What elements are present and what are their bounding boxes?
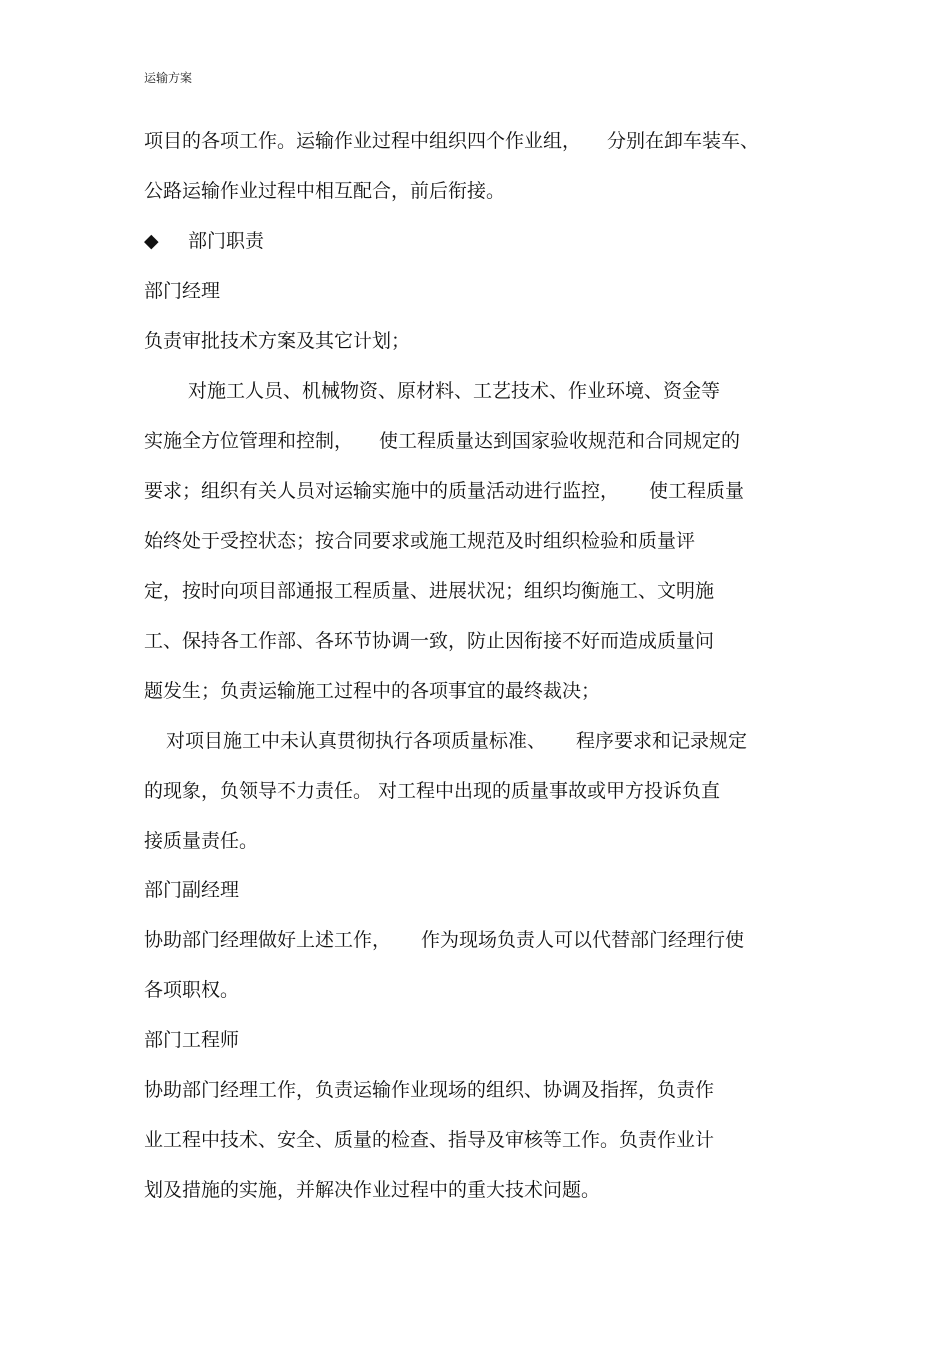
text-segment: 使工程质量 [649, 480, 745, 502]
body-line [144, 128, 759, 154]
section-title: 部门职责 [188, 230, 265, 252]
body-line: 各项职权。 [144, 979, 240, 1001]
body-line: 题发生；负责运输施工过程中的各项事宜的最终裁决； [144, 680, 601, 702]
body-line: 定，按时向项目部通报工程质量、进展状况；组织均衡施工、文明施 [144, 580, 715, 602]
text-segment: 要求；组织有关人员对运输实施中的质量活动进行监控， [144, 480, 620, 502]
body-line: 对施工人员、机械物资、原材料、工艺技术、作业环境、资金等 [188, 380, 721, 402]
diamond-bullet-icon: ◆ [144, 230, 159, 252]
role-title: 部门经理 [144, 280, 221, 302]
section-heading [144, 228, 264, 254]
body-line: 负责审批技术方案及其它计划； [144, 330, 411, 352]
body-line: 工、保持各工作部、各环节协调一致，防止因衔接不好而造成质量问 [144, 630, 715, 652]
body-line: 协助部门经理工作，负责运输作业现场的组织、协调及指挥，负责作 [144, 1079, 715, 1101]
body-line [144, 927, 744, 953]
body-line: 的现象，负领导不力责任。 对工程中出现的质量事故或甲方投诉负直 [144, 780, 721, 802]
body-line: 接质量责任。 [144, 830, 259, 852]
text-segment: 实施全方位管理和控制， [144, 430, 354, 452]
text-segment: 分别在卸车装车、 [607, 130, 760, 152]
text-segment: 使工程质量达到国家验收规范和合同规定的 [379, 430, 741, 452]
body-line: 公路运输作业过程中相互配合，前后衔接。 [144, 180, 506, 202]
running-header: 运输方案 [144, 71, 193, 85]
body-line: 业工程中技术、安全、质量的检查、指导及审核等工作。负责作业计 [144, 1129, 715, 1151]
text-segment: 项目的各项工作。运输作业过程中组织四个作业组， [144, 130, 582, 152]
text-segment: 对项目施工中未认真贯彻执行各项质量标准、 [166, 730, 547, 752]
text-segment: 作为现场负责人可以代替部门经理行使 [421, 929, 745, 951]
body-line: 始终处于受控状态；按合同要求或施工规范及时组织检验和质量评 [144, 530, 696, 552]
body-line: 划及措施的实施，并解决作业过程中的重大技术问题。 [144, 1179, 601, 1201]
body-line [144, 728, 747, 754]
text-segment: 协助部门经理做好上述工作， [144, 929, 392, 951]
body-line [144, 428, 740, 454]
text-segment: 程序要求和记录规定 [576, 730, 748, 752]
role-title: 部门工程师 [144, 1029, 240, 1051]
body-line [144, 478, 744, 504]
role-title: 部门副经理 [144, 879, 240, 901]
